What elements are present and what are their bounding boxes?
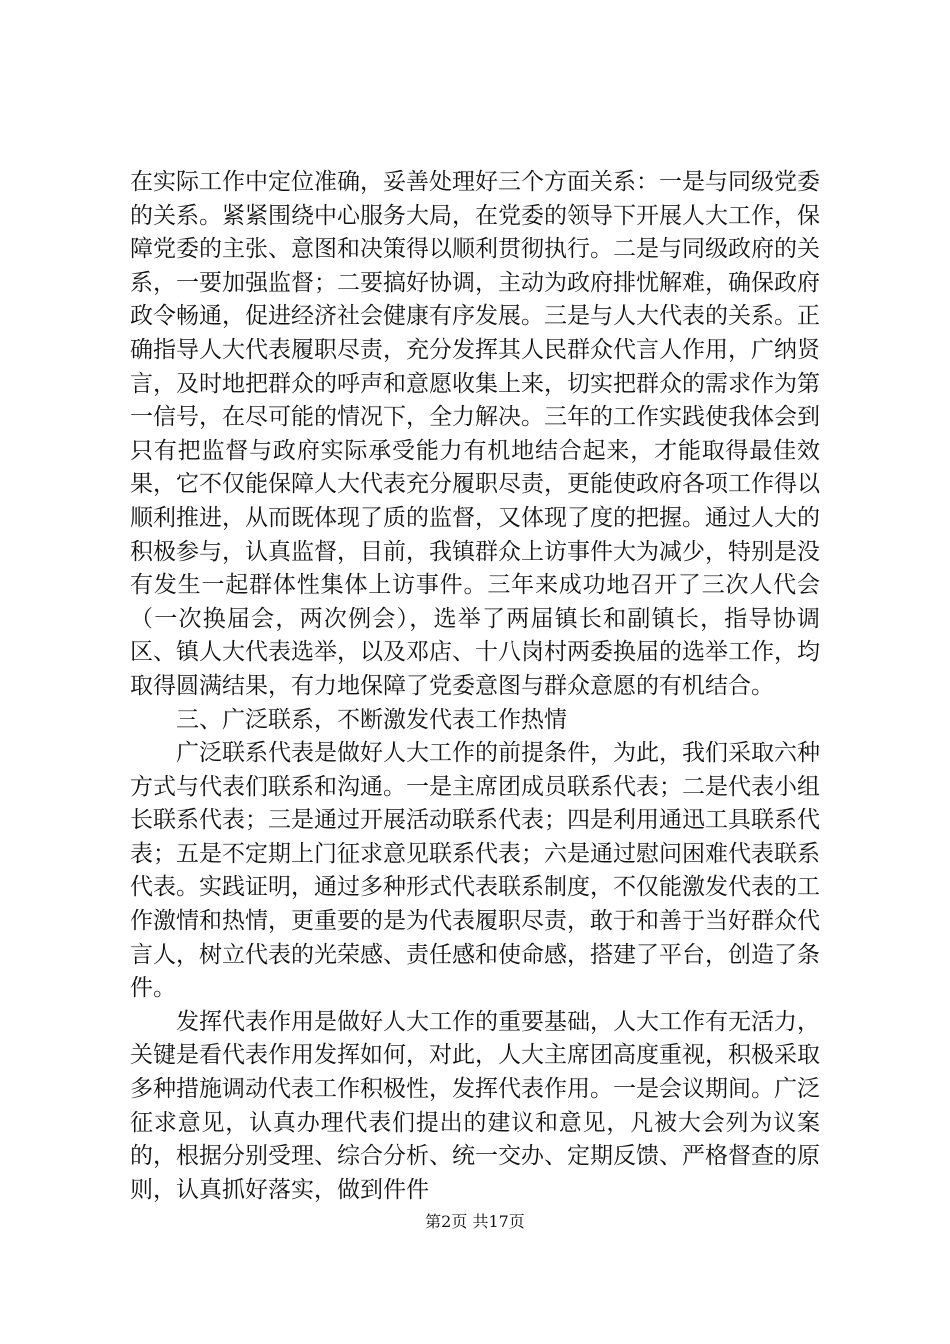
paragraph-role: 发挥代表作用是做好人大工作的重要基础，人大工作有无活力，关键是看代表作用发挥如何，对此，人大主席团高度重视，积极采取多种措施调动代表工作积极性，发挥代表作用。一是会议期间。广泛征求意见，认真办理代表们提出的建议和意见，凡被大会列为议案的，根据分别受理、综合分析、统一交办、定期反馈、严格督查的原则，认真抓好落实，做到件件 — [130, 1008, 820, 1203]
paragraph-contact: 广泛联系代表是做好人大工作的前提条件，为此，我们采取六种方式与代表们联系和沟通。一是主席团成员联系代表；二是代表小组长联系代表；三是通过开展活动联系代表；四是利用通迅工具联系代表；五是不定期上门征求意见联系代表；六是通过慰问困难代表联系代表。实践证明，通过多种形式代表联系制度，不仅能激发代表的工作激情和热情，更重要的是为代表履职尽责，敢于和善于当好群众代言人，树立代表的光荣感、责任感和使命感，搭建了平台，创造了条件。 — [130, 740, 820, 1002]
page-number: 第2页 共17页 — [425, 1212, 525, 1231]
section-heading: 三、广泛联系，不断激发代表工作热情 — [176, 706, 567, 733]
document-body — [130, 166, 820, 1207]
paragraph-relations: 在实际工作中定位准确，妥善处理好三个方面关系：一是与同级党委的关系。紧紧围绕中心服务大局，在党委的领导下开展人大工作，保障党委的主张、意图和决策得以顺利贯彻执行。二是与同级政府的关系，一要加强监督；二要搞好协调，主动为政府排忧解难，确保政府政令畅通，促进经济社会健康有序发展。三是与人大代表的关系。正确指导人大代表履职尽责，充分发挥其人民群众代言人作用，广纳贤言，及时地把群众的呼声和意愿收集上来，切实把群众的需求作为第一信号，在尽可能的情况下，全力解决。三年的工作实践使我体会到只有把监督与政府实际承受能力有机地结合起来，才能取得最佳效果，它不仅能保障人大代表充分履职尽责，更能使政府各项工作得以顺利推进，从而既体现了质的监督，又体现了度的把握。通过人大的积极参与，认真监督，目前，我镇群众上访事件大为减少，特别是没有发生一起群体性集体上访事件。三年来成功地召开了三次人代会（一次换届会，两次例会），选举了两届镇长和副镇长，指导协调区、镇人大代表选举，以及邓店、十八岗村两委换届的选举工作，均取得圆满结果，有力地保障了党委意图与群众意愿的有机结合。 — [130, 169, 820, 699]
